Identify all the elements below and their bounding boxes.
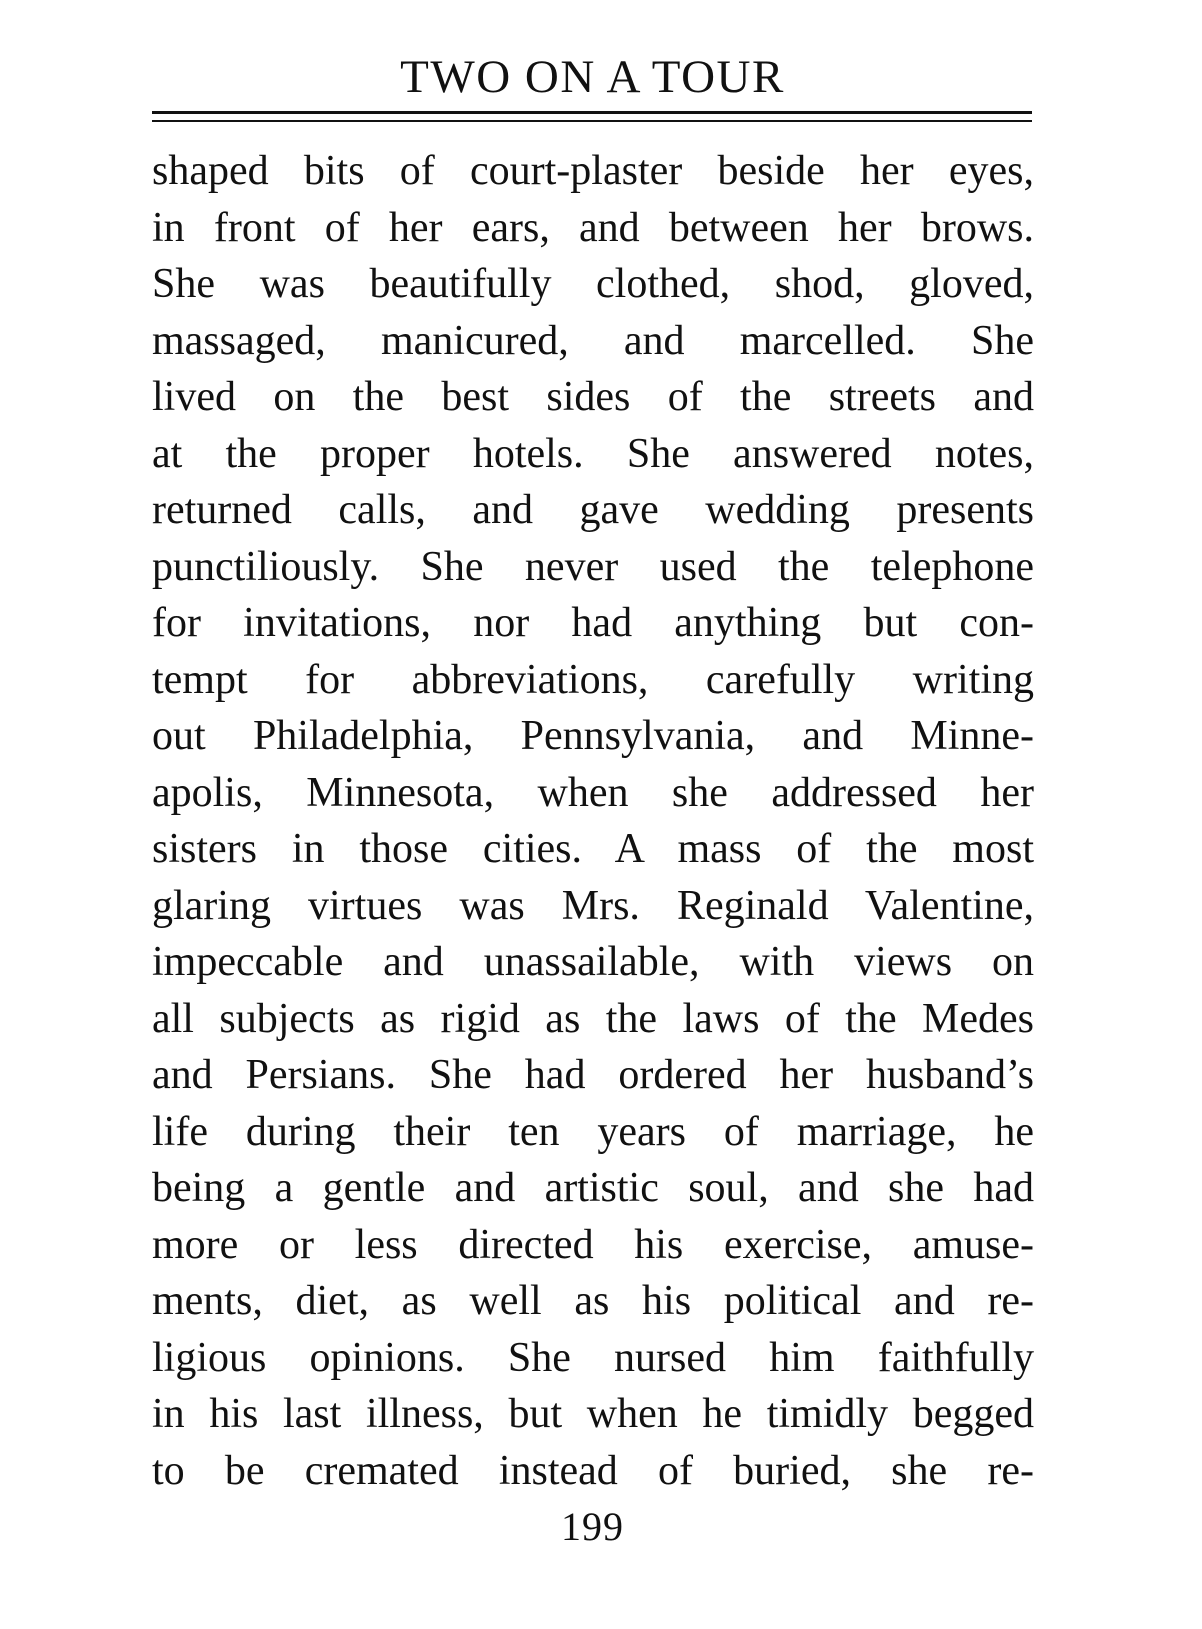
- text-line: all subjects as rigid as the laws of the Medes: [152, 995, 1034, 1042]
- header-rule-thin: [152, 120, 1032, 122]
- text-line: tempt for abbreviations, carefully writing: [152, 656, 1034, 703]
- text-line: life during their ten years of marriage, he: [152, 1108, 1034, 1155]
- text-line: sisters in those cities. A mass of the most: [152, 826, 1034, 872]
- text-line: in his last illness, but when he timidly begged: [152, 1391, 1034, 1437]
- text-line: punctiliously. She never used the telephone: [152, 543, 1034, 590]
- text-line: lived on the best sides of the streets and: [152, 374, 1034, 420]
- header-rule-thick: [152, 111, 1032, 114]
- text-line: for invitations, nor had anything but con-: [152, 600, 1034, 646]
- text-line: ligious opinions. She nursed him faithfully: [152, 1334, 1034, 1381]
- text-line: She was beautifully clothed, shod, gloved,: [152, 261, 1034, 307]
- text-line: being a gentle and artistic soul, and she had: [152, 1165, 1034, 1211]
- text-line: out Philadelphia, Pennsylvania, and Minne-: [152, 713, 1034, 759]
- page-number: 199: [561, 1504, 624, 1549]
- text-line: apolis, Minnesota, when she addressed her: [152, 769, 1034, 816]
- text-line: ments, diet, as well as his political and re-: [152, 1278, 1034, 1324]
- text-line: shaped bits of court-plaster beside her eyes,: [152, 148, 1034, 194]
- body-text: [152, 143, 1034, 1499]
- text-line: to be cremated instead of buried, she re-: [152, 1447, 1034, 1494]
- text-line: returned calls, and gave wedding presents: [152, 487, 1034, 533]
- text-line: glaring virtues was Mrs. Reginald Valentine,: [152, 882, 1034, 929]
- running-head-title: TWO ON A TOUR: [400, 51, 785, 103]
- text-line: massaged, manicured, and marcelled. She: [152, 317, 1034, 364]
- text-line: and Persians. She had ordered her husband’s: [152, 1052, 1034, 1098]
- text-line: impeccable and unassailable, with views on: [152, 939, 1034, 985]
- text-line: in front of her ears, and between her brows.: [152, 204, 1034, 251]
- text-line: at the proper hotels. She answered notes,: [152, 430, 1034, 477]
- text-line: more or less directed his exercise, amuse-: [152, 1221, 1034, 1268]
